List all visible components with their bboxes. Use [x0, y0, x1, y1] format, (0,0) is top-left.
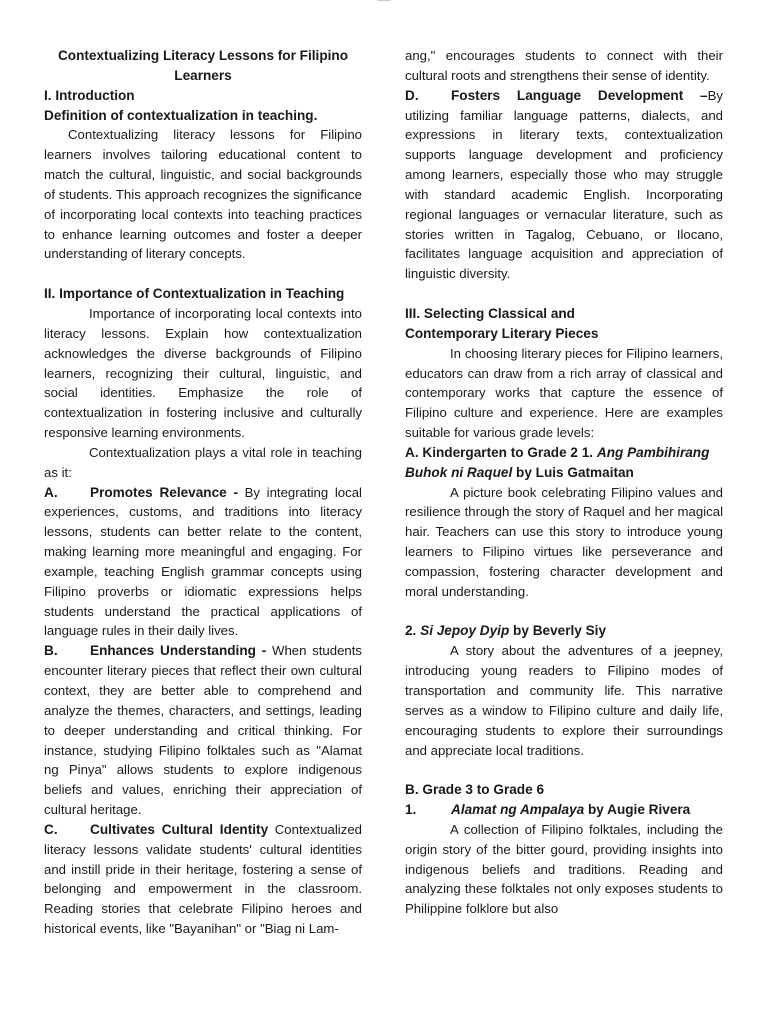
grade3-6-item-1-paragraph: A collection of Filipino folktales, including the origin story of the bitter gourd, providing insights into indigenous beliefs and traditions. Reading and analyzing these folktales not only exposes students to Philippine folklore but also [405, 821, 723, 917]
point-d-text: By utilizing familiar language patterns, dialects, and expressions in literary texts, contextualization supports language development and proficiency among learners, especially those who may struggle with standard academic English. Incorporating regional languages or vernacular literature, such as stories written in Tagalog, Cebuano, or Ilocano, facilitates language acquisition and appreciation of linguistic diversity. [405, 87, 723, 282]
item-2-prefix: 2. [405, 623, 421, 639]
page-top-mark [377, 0, 391, 1]
grade3-6-item-1-book-title: Alamat ng Ampalaya [451, 802, 585, 818]
item-2-heading [405, 621, 723, 641]
grade3-6-item-1-heading [405, 800, 723, 820]
kinder-grade2-book-title: Ang Pambihirang Buhok ni Raquel [405, 444, 710, 480]
point-d-lead: Fosters Language Development – [451, 87, 708, 103]
point-d-letter: D. [405, 87, 419, 103]
point-b-text: When students encounter literary pieces that reflect their own cultural context, they are better able to comprehend and analyze the themes, characters, and settings, leading to deeper understanding and critical thinking. For instance, studying Filipino folktales such as "Alamat ng Pinya" allows students to explore indigenous beliefs and values, enriching their appreciation of cultural heritage. [44, 643, 362, 818]
point-c-paragraph [44, 820, 362, 939]
definition-heading: Definition of contextualization in teaching. [44, 107, 318, 123]
grade3-6-item-1-number: 1. [405, 802, 417, 818]
introduction-heading: I. Introduction [44, 87, 135, 103]
point-c-letter: C. [44, 821, 58, 837]
kinder-grade2-paragraph: A picture book celebrating Filipino values and resilience through the story of Raquel and her magical hair. Teachers can use this story to introduce young learners to Filipino virtues like perseverance and compassion, fostering character development and moral understanding. [405, 484, 723, 599]
grade3-6-item-1-author: by Augie Rivera [584, 802, 691, 818]
kinder-grade2-prefix: A. Kindergarten to Grade 2 1. [405, 444, 597, 460]
selecting-paragraph: In choosing literary pieces for Filipino learners, educators can draw from a rich array of classical and contemporary works that capture the essence of Filipino culture and experience. Here are examples suitable for various grade levels: [405, 345, 723, 441]
left-column [44, 46, 362, 939]
continued-paragraph: ang," encourages students to connect with their cultural roots and strengthens their sense of identity. [405, 48, 723, 83]
importance-heading: II. Importance of Contextualization in Teaching [44, 286, 345, 302]
grade3-grade6-heading: B. Grade 3 to Grade 6 [405, 782, 545, 798]
item-2-paragraph: A story about the adventures of a jeepney, introducing young readers to Filipino modes of transportation and community life. This narrative serves as a window to Filipino culture and daily life, encouraging students to explore their surroundings and appreciate local traditions. [405, 643, 723, 758]
kinder-grade2-author: by Luis Gatmaitan [512, 464, 634, 480]
definition-paragraph: Contextualizing literacy lessons for Filipino learners involves tailoring educational content to match the cultural, linguistic, and social backgrounds of students. This approach recognizes the significance of incorporating local contexts into teaching practices to enhance learning outcomes and foster a deeper understanding of literary concepts. [44, 127, 362, 262]
point-a-letter: A. [44, 484, 58, 500]
point-b-paragraph [44, 641, 362, 820]
point-c-lead: Cultivates Cultural Identity [90, 821, 269, 837]
point-a-paragraph [44, 483, 362, 642]
kinder-grade2-heading [405, 443, 723, 483]
point-d-paragraph [405, 86, 723, 284]
right-column [405, 46, 723, 919]
item-2-book-title: Si Jepoy Dyip [420, 623, 510, 639]
importance-paragraph: Importance of incorporating local contexts into literacy lessons. Explain how contextualization acknowledges the diverse backgrounds of Filipino learners, recognizing their cultural, linguistic, and social identities. Emphasize the role of contextualization in fostering inclusive and culturally responsive learning environments. [44, 305, 362, 441]
point-a-lead: Promotes Relevance - [90, 484, 238, 500]
item-2-author: by Beverly Siy [509, 623, 607, 639]
point-b-letter: B. [44, 643, 58, 659]
point-b-lead: Enhances Understanding - [90, 643, 267, 659]
vital-role-paragraph: Contextualization plays a vital role in teaching as it: [44, 444, 362, 480]
point-c-text: Contextualized literacy lessons validate students' cultural identities and instill pride in their heritage, fostering a sense of belonging and empowerment in the classroom. Reading stories that celebrate Filipino heroes and historical events, like "Bayanihan" or "Biag ni Lam- [44, 821, 363, 937]
point-a-text: By integrating local experiences, customs, and traditions into literacy lessons, students can better relate to the content, making learning more meaningful and engaging. For example, teaching English grammar concepts using Filipino proverbs or idiomatic expressions helps students understand the practical applications of language rules in their daily lives. [44, 484, 362, 639]
selecting-heading-line-1: III. Selecting Classical and [405, 305, 575, 321]
selecting-heading-line-2: Contemporary Literary Pieces [405, 325, 599, 341]
document-title: Contextualizing Literacy Lessons for Filipino Learners [57, 48, 349, 83]
